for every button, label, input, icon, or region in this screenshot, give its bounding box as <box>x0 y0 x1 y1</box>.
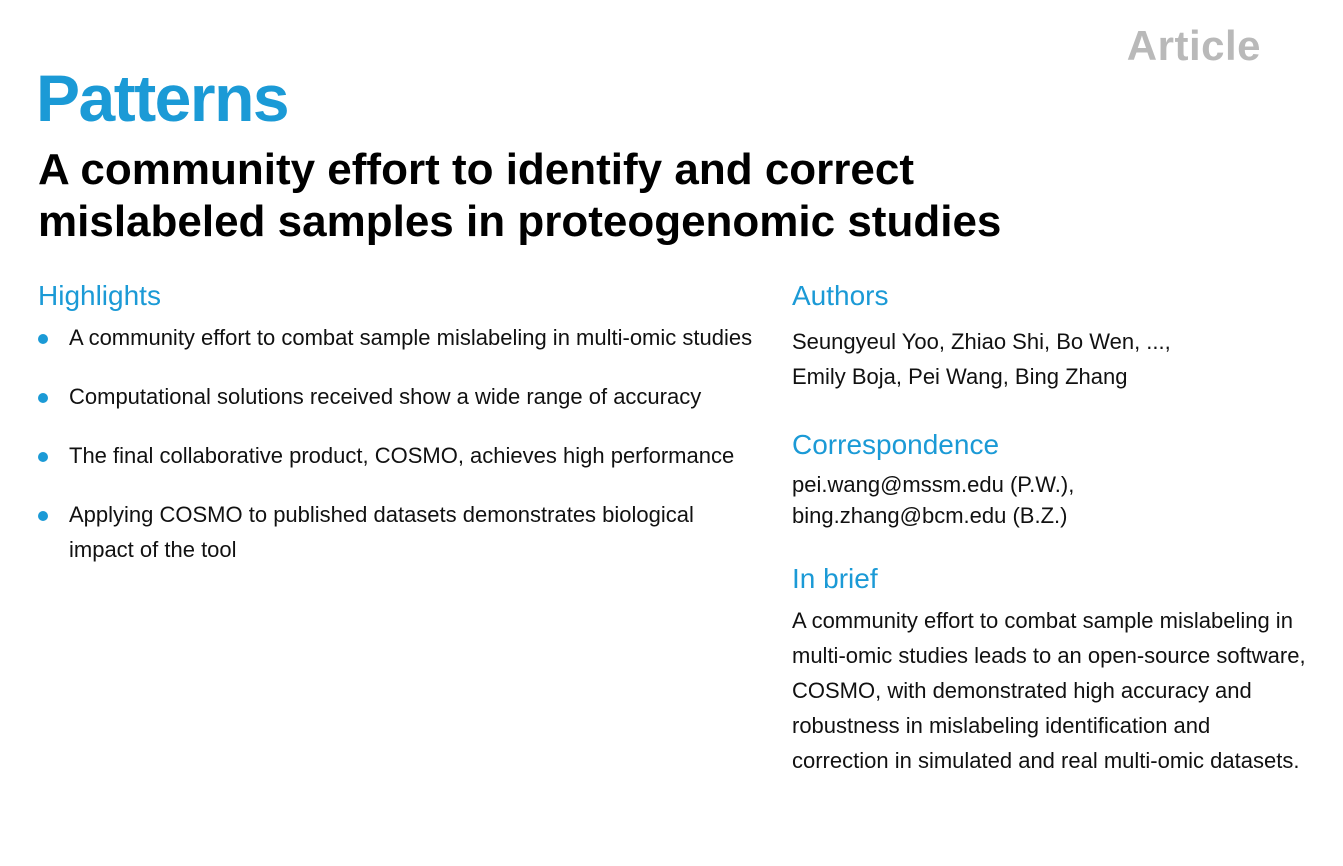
paper-title <box>38 144 1238 248</box>
highlight-text: The final collaborative product, COSMO, achieves high performance <box>69 443 735 468</box>
bullet-icon <box>38 452 48 462</box>
bullet-icon <box>38 393 48 403</box>
title-line-2: mislabeled samples in proteogenomic studies <box>38 197 1002 246</box>
highlights-list <box>38 320 758 567</box>
highlights-heading: Highlights <box>38 280 161 311</box>
highlight-text: Computational solutions received show a wide range of accuracy <box>69 384 702 409</box>
correspondence-email-1[interactable]: pei.wang@mssm.edu (P.W.), <box>792 472 1075 497</box>
title-line-1: A community effort to identify and correct <box>38 145 915 194</box>
correspondence-emails <box>792 469 1312 531</box>
journal-logo: Patterns <box>36 61 289 135</box>
bullet-icon <box>38 511 48 521</box>
info-column <box>792 278 1312 778</box>
bullet-icon <box>38 334 48 344</box>
in-brief-heading: In brief <box>792 563 878 594</box>
highlights-column <box>38 278 758 591</box>
article-type-label: Article <box>1126 22 1261 69</box>
highlight-text: A community effort to combat sample mislabeling in multi-omic studies <box>69 325 753 350</box>
highlight-item <box>38 320 758 355</box>
authors-line-1: Seungyeul Yoo, Zhiao Shi, Bo Wen, ..., <box>792 329 1171 354</box>
correspondence-email-2[interactable]: bing.zhang@bcm.edu (B.Z.) <box>792 503 1068 528</box>
in-brief-text: A community effort to combat sample mislabeling in multi-omic studies leads to an open-source software, COSMO, with demonstrated high accuracy and robustness in mislabeling identification and correction in simulated and real multi-omic datasets. <box>792 608 1306 773</box>
authors-list <box>792 324 1312 394</box>
highlight-text: Applying COSMO to published datasets demonstrates biological impact of the tool <box>69 502 694 562</box>
authors-line-2: Emily Boja, Pei Wang, Bing Zhang <box>792 364 1128 389</box>
highlight-item <box>38 497 758 567</box>
highlight-item <box>38 438 758 473</box>
highlight-item <box>38 379 758 414</box>
authors-heading: Authors <box>792 280 889 311</box>
correspondence-heading: Correspondence <box>792 429 1000 460</box>
